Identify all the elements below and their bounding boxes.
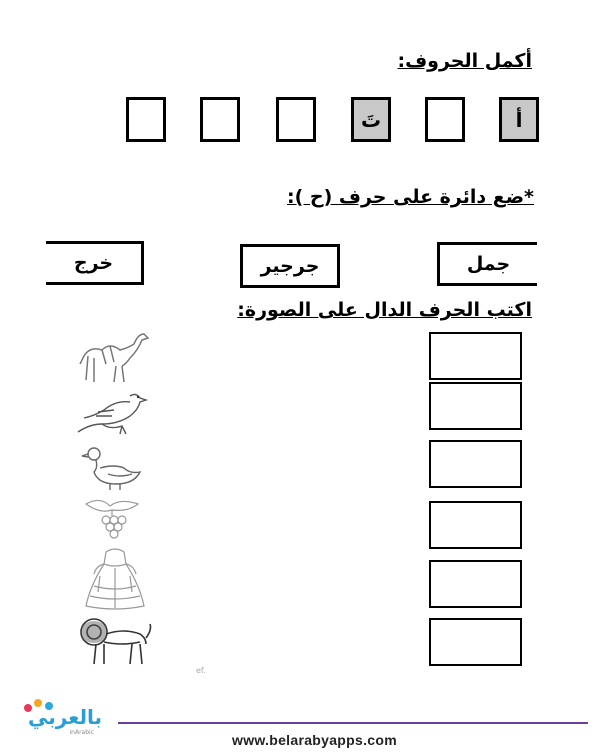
pigeon-icon	[74, 388, 156, 440]
footer-divider	[118, 722, 588, 724]
circle-letter-heading: *ضع دائرة على حرف (ح ):	[287, 186, 534, 208]
answer-box-5[interactable]	[429, 560, 522, 608]
logo-icon	[18, 698, 110, 738]
logo-sub: inArabic	[69, 729, 94, 736]
answer-box-3[interactable]	[429, 440, 522, 488]
logo-text: بالعربي	[27, 705, 102, 729]
letter-box-2[interactable]	[425, 97, 465, 142]
dress-icon	[80, 546, 150, 612]
answer-box-6[interactable]	[429, 618, 522, 666]
answer-box-4[interactable]	[429, 501, 522, 549]
complete-letters-heading: أكمل الحروف:	[397, 50, 532, 72]
watermark-text: ef.	[196, 666, 206, 675]
belaraby-logo	[18, 698, 110, 742]
answer-box-1[interactable]	[429, 332, 522, 380]
letter-box-1-text: أ	[515, 107, 523, 132]
letter-box-3-text: تَ	[360, 107, 382, 132]
word-kharaj[interactable]	[46, 241, 144, 285]
write-letter-heading: اكتب الحرف الدال على الصورة:	[237, 299, 532, 321]
duck-icon	[80, 444, 144, 494]
website-url[interactable]: www.belarabyapps.com	[232, 732, 397, 748]
letter-box-6[interactable]	[126, 97, 166, 142]
word-jamal[interactable]	[437, 242, 537, 286]
answer-box-2[interactable]	[429, 382, 522, 430]
word-jarjeer[interactable]	[240, 244, 340, 288]
letter-box-1	[499, 97, 539, 142]
letter-box-3	[351, 97, 391, 142]
word-jamal-text: جمل	[466, 253, 511, 275]
grapes-icon	[80, 496, 144, 540]
word-kharaj-text: خرج	[73, 252, 114, 274]
letter-box-4[interactable]	[276, 97, 316, 142]
camel-icon	[76, 328, 154, 386]
letter-box-5[interactable]	[200, 97, 240, 142]
word-jarjeer-text: جرجير	[260, 255, 320, 277]
lion-icon	[74, 614, 154, 668]
